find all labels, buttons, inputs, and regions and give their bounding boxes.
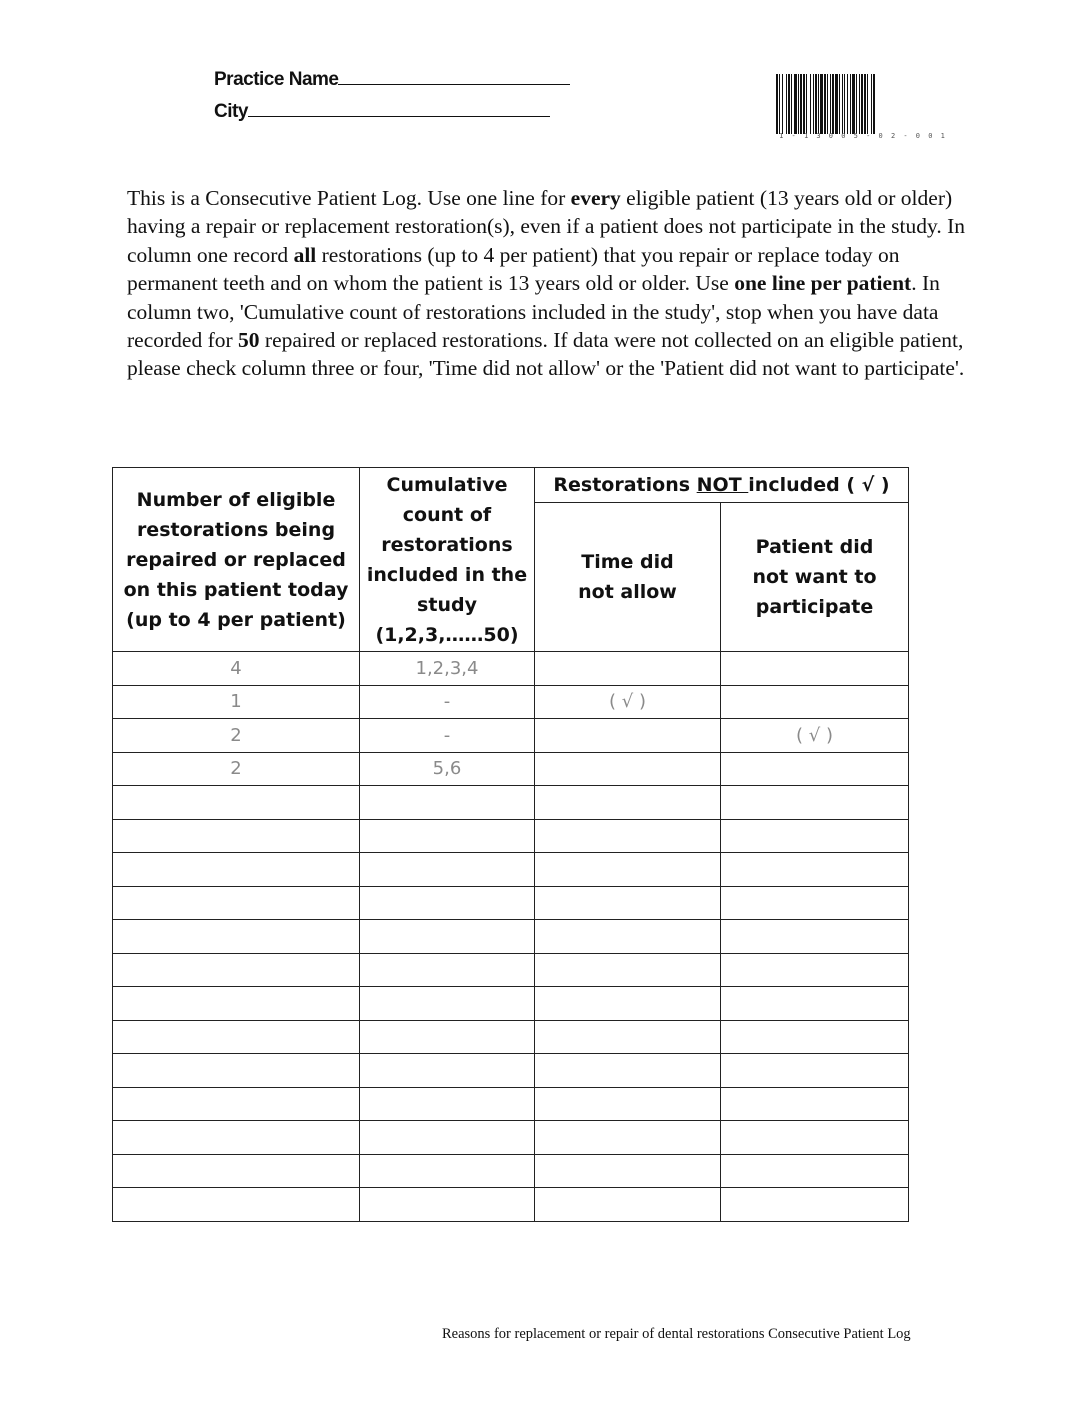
cumulative-count-cell[interactable] (360, 819, 535, 853)
cumulative-count-cell[interactable] (360, 1154, 535, 1188)
time-did-not-allow-cell[interactable] (535, 886, 721, 920)
time-did-not-allow-cell[interactable]: ( √ ) (535, 685, 721, 719)
cumulative-count-cell[interactable] (360, 886, 535, 920)
cumulative-count-cell[interactable] (360, 1020, 535, 1054)
practice-name-line[interactable] (338, 66, 570, 85)
col-time-did-not-allow-header: Time did not allow (535, 503, 721, 652)
group-header-check: included ( √ ) (748, 474, 890, 496)
table-row (113, 953, 909, 987)
time-did-not-allow-cell[interactable] (535, 920, 721, 954)
eligible-count-cell[interactable] (113, 1154, 360, 1188)
time-did-not-allow-cell[interactable] (535, 1054, 721, 1088)
intro-text-1: This is a Consecutive Patient Log. Use one line for (127, 186, 571, 210)
cumulative-count-cell[interactable] (360, 1087, 535, 1121)
patient-declined-cell[interactable] (721, 1020, 909, 1054)
time-did-not-allow-cell[interactable] (535, 1020, 721, 1054)
group-header-text: Restorations (553, 474, 697, 496)
time-did-not-allow-cell[interactable] (535, 1188, 721, 1222)
time-did-not-allow-cell[interactable] (535, 987, 721, 1021)
table-row (113, 1121, 909, 1155)
time-did-not-allow-cell[interactable] (535, 786, 721, 820)
patient-declined-cell[interactable] (721, 987, 909, 1021)
patient-declined-cell[interactable] (721, 953, 909, 987)
table-row (113, 652, 909, 686)
intro-text-4: . In column two, 'Cumulative count of restorations included in the study', stop when you have data recorded for (127, 271, 940, 353)
eligible-count-cell[interactable]: 4 (113, 652, 360, 686)
intro-bold-4: 50 (238, 328, 260, 353)
instructions-paragraph (127, 184, 967, 383)
cumulative-count-cell[interactable] (360, 1188, 535, 1222)
table-row (113, 685, 909, 719)
eligible-count-cell[interactable] (113, 987, 360, 1021)
cumulative-count-cell[interactable] (360, 786, 535, 820)
eligible-count-cell[interactable]: 2 (113, 719, 360, 753)
restorations-not-included-header (535, 468, 909, 503)
group-header-not: NOT (696, 474, 749, 496)
cumulative-count-cell[interactable]: - (360, 685, 535, 719)
eligible-count-cell[interactable] (113, 1087, 360, 1121)
patient-declined-cell[interactable] (721, 1087, 909, 1121)
eligible-count-cell[interactable]: 2 (113, 752, 360, 786)
table-row (113, 719, 909, 753)
patient-declined-cell[interactable] (721, 685, 909, 719)
cumulative-count-cell[interactable] (360, 1054, 535, 1088)
time-did-not-allow-cell[interactable] (535, 1121, 721, 1155)
eligible-count-cell[interactable] (113, 853, 360, 887)
table-row (113, 1087, 909, 1121)
time-did-not-allow-cell[interactable] (535, 1087, 721, 1121)
table-row (113, 920, 909, 954)
time-did-not-allow-cell[interactable] (535, 953, 721, 987)
patient-declined-cell[interactable]: ( √ ) (721, 719, 909, 753)
eligible-count-cell[interactable] (113, 920, 360, 954)
table-row (113, 853, 909, 887)
intro-bold-3: one line per patient (734, 271, 912, 296)
table-row (113, 1054, 909, 1088)
patient-declined-cell[interactable] (721, 786, 909, 820)
cumulative-count-cell[interactable] (360, 1121, 535, 1155)
intro-bold-1: every (570, 186, 621, 210)
table-row (113, 786, 909, 820)
eligible-count-cell[interactable] (113, 953, 360, 987)
cumulative-count-cell[interactable] (360, 853, 535, 887)
cumulative-count-cell[interactable]: 1,2,3,4 (360, 652, 535, 686)
col-patient-declined-header: Patient did not want to participate (721, 503, 909, 652)
time-did-not-allow-cell[interactable] (535, 819, 721, 853)
intro-bold-2: all (293, 242, 317, 267)
eligible-count-cell[interactable] (113, 1020, 360, 1054)
barcode-number: 1 - 1 3 0 0 5 - 0 2 - 0 0 1 (779, 132, 947, 140)
table-row (113, 1020, 909, 1054)
intro-text-5: repaired or replaced restorations. If data were not collected on an eligible patient, please check column three or four, 'Time did not allow' or the 'Patient did not want to participate'. (127, 328, 965, 381)
barcode (774, 74, 952, 138)
time-did-not-allow-cell[interactable] (535, 853, 721, 887)
intro-text-2: eligible patient (13 years old or older) having a repair or replacement restoration(s), even if a patient does not participate in the study. In column one record (127, 186, 965, 267)
patient-declined-cell[interactable] (721, 1154, 909, 1188)
eligible-count-cell[interactable] (113, 786, 360, 820)
eligible-count-cell[interactable] (113, 1054, 360, 1088)
patient-declined-cell[interactable] (721, 652, 909, 686)
cumulative-count-cell[interactable] (360, 987, 535, 1021)
cumulative-count-cell[interactable] (360, 920, 535, 954)
table-row (113, 886, 909, 920)
eligible-count-cell[interactable] (113, 886, 360, 920)
time-did-not-allow-cell[interactable] (535, 752, 721, 786)
patient-declined-cell[interactable] (721, 819, 909, 853)
patient-declined-cell[interactable] (721, 752, 909, 786)
city-field[interactable] (214, 98, 550, 123)
intro-text-3: restorations (up to 4 per patient) that you repair or replace today on permanent teeth and on whom the patient is 13 years old or older. Use (127, 242, 900, 296)
eligible-count-cell[interactable] (113, 1188, 360, 1222)
barcode-bars (776, 74, 950, 134)
eligible-count-cell[interactable] (113, 819, 360, 853)
cumulative-count-cell[interactable] (360, 953, 535, 987)
eligible-count-cell[interactable]: 1 (113, 685, 360, 719)
cumulative-count-cell[interactable]: 5,6 (360, 752, 535, 786)
patient-log-table (112, 467, 909, 1222)
patient-declined-cell[interactable] (721, 920, 909, 954)
time-did-not-allow-cell[interactable] (535, 652, 721, 686)
col-cumulative-count-header: Cumulative count of restorations included in the study (1,2,3,……50) (360, 468, 535, 652)
page-footer: Reasons for replacement or repair of dental restorations Consecutive Patient Log (442, 1326, 911, 1342)
patient-declined-cell[interactable] (721, 1121, 909, 1155)
time-did-not-allow-cell[interactable] (535, 1154, 721, 1188)
city-label: City (214, 101, 248, 122)
patient-declined-cell[interactable] (721, 1188, 909, 1222)
table-row (113, 1154, 909, 1188)
table-row (113, 819, 909, 853)
col-eligible-restorations-header: Number of eligible restorations being repaired or replaced on this patient today (up to 4 per patient) (113, 468, 360, 652)
table-row (113, 987, 909, 1021)
table-row (113, 752, 909, 786)
patient-declined-cell[interactable] (721, 1054, 909, 1088)
time-did-not-allow-cell[interactable] (535, 719, 721, 753)
city-line[interactable] (248, 98, 550, 117)
patient-declined-cell[interactable] (721, 853, 909, 887)
patient-log-rows (113, 652, 909, 1222)
cumulative-count-cell[interactable]: - (360, 719, 535, 753)
practice-name-label: Practice Name (214, 69, 339, 90)
practice-name-field[interactable] (214, 66, 570, 91)
eligible-count-cell[interactable] (113, 1121, 360, 1155)
table-row (113, 1188, 909, 1222)
patient-declined-cell[interactable] (721, 886, 909, 920)
